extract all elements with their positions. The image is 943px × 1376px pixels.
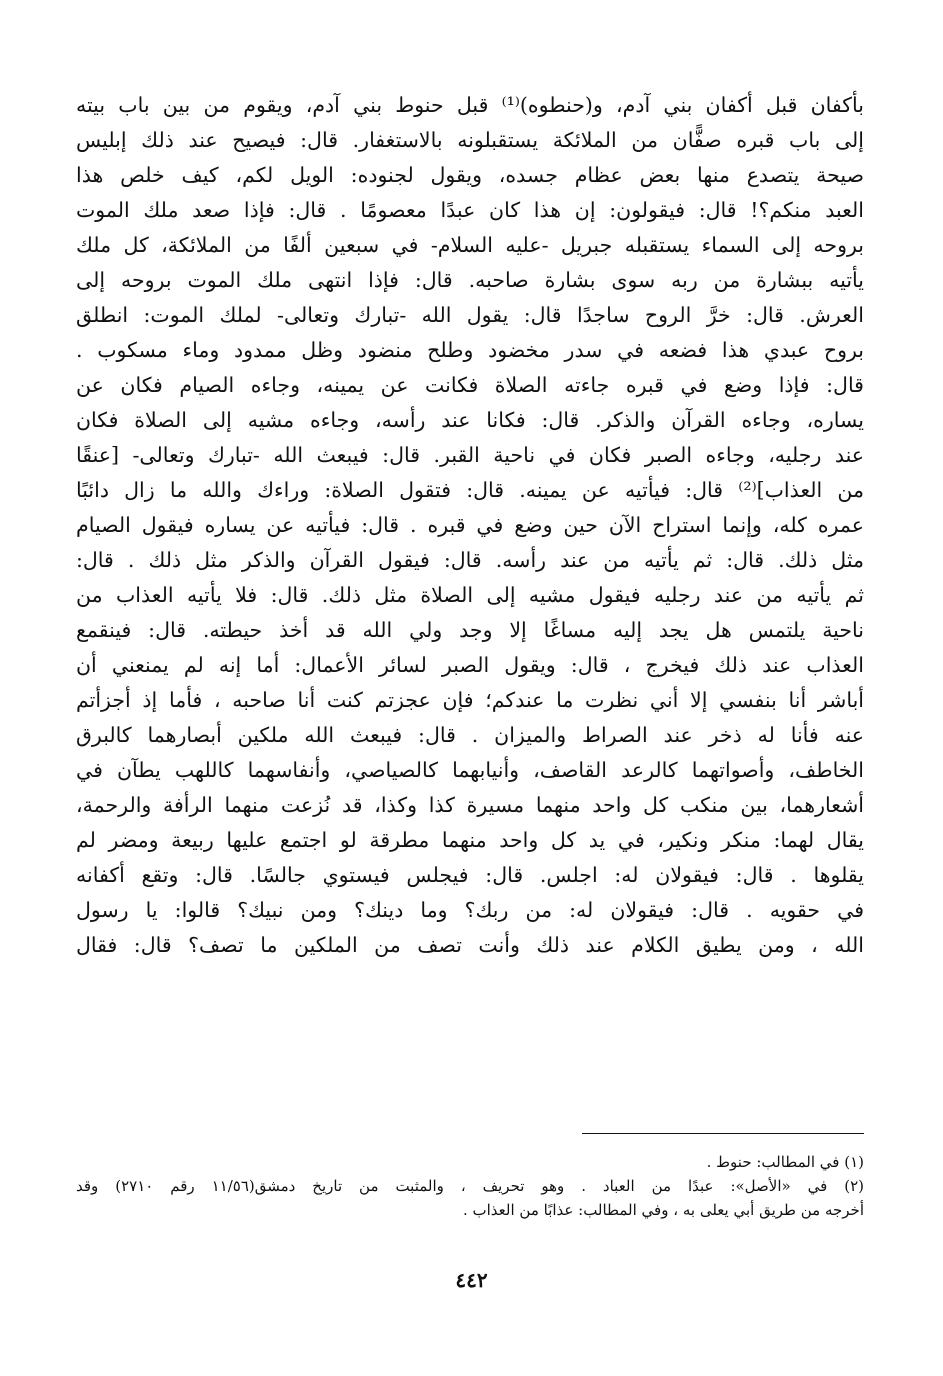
text-line: ناحية يلتمس هل يجد إليه مساغًا إلا وجد ولي الله قد أخذ حيطته. قال: فينقمع: [76, 618, 864, 642]
text-line: يأتيه ببشارة من ربه سوى بشارة صاحبه. قال: فإذا انتهى ملك الموت بروحه إلى: [76, 268, 864, 292]
text-line: مثل ذلك. قال: ثم يأتيه من عند رأسه. قال: فيقول القرآن والذكر مثل ذلك . قال:: [76, 548, 864, 572]
text-line: ثم يأتيه من عند رجليه فيقول مشيه إلى الصلاة مثل ذلك. قال: فلا يأتيه العذاب من: [76, 583, 864, 607]
text-line: أباشر أنا بنفسي إلا أني نظرت ما عندكم؛ فإن عجزتم كنت أنا صاحبه ، فأما إذ أجزأتم: [76, 688, 864, 712]
text-line: صيحة يتصدع منها بعض عظام جسده، ويقول لجنوده: الويل لكم، كيف خلص هذا: [76, 163, 864, 187]
text-line: أشعارهما، بين منكب كل واحد منهما مسيرة كذا وكذا، قد نُزعت منهما الرأفة والرحمة،: [76, 793, 864, 817]
text-line: إلى باب قبره صفًّان من الملائكة يستقبلونه بالاستغفار. قال: فيصيح عند ذلك إبليس: [76, 128, 864, 152]
text-line: الخاطف، وأصواتهما كالرعد القاصف، وأنيابهما كالصياصي، وأنفاسهما كاللهب يطآن في: [76, 758, 864, 782]
text-line: عمره كله، وإنما استراح الآن حين وضع في قبره . قال: فيأتيه عن يساره فيقول الصيام: [76, 513, 864, 537]
footnote-2-line-2: أخرجه من طريق أبي يعلى به ، وفي المطالب: عذابًا من العذاب .: [462, 1201, 864, 1219]
text-line: من العذاب]⁽²⁾ قال: فيأتيه عن يمينه. قال: فتقول الصلاة: وراءك والله ما زال دائبًا: [76, 478, 864, 502]
text-line: في حقويه . قال: فيقولان له: من ربك؟ وما دينك؟ ومن نبيك؟ قالوا: يا رسول: [76, 898, 864, 922]
text-line: يقال لهما: منكر ونكير، في يد كل واحد منهما مطرقة لو اجتمع عليها ربيعة ومضر لم: [76, 828, 864, 852]
text-line: بروح عبدي هذا فضعه في سدر مخضود وطلح منضود وظل ممدود وماء مسكوب .: [76, 338, 864, 362]
text-line: بروحه إلى السماء يستقبله جبريل -عليه السلام- في سبعين ألفًا من الملائكة، كل ملك: [76, 233, 864, 257]
footnotes: [76, 1150, 864, 1222]
footnote-2-line-1: (٢) في «الأصل»: عبدًا من العباد . وهو تحريف ، والمثبت من تاريخ دمشق(١١/٥٦ رقم ٢٧١٠) وقد: [76, 1177, 864, 1195]
page-number: ٤٤٢: [455, 1268, 488, 1292]
footnote-1: (١) في المطالب: حنوط .: [706, 1153, 864, 1171]
text-line: عنه فأنا له ذخر عند الصراط والميزان . قال: فيبعث الله ملكين أبصارهما كالبرق: [76, 723, 864, 747]
text-line: العرش. قال: خرَّ الروح ساجدًا قال: يقول الله -تبارك وتعالى- لملك الموت: انطلق: [76, 303, 864, 327]
footnote-separator: [582, 1133, 864, 1134]
text-line: العبد منكم؟! قال: فيقولون: إن هذا كان عبدًا معصومًا . قال: فإذا صعد ملك الموت: [76, 198, 864, 222]
text-line: يقلوها . قال: فيقولان له: اجلس. قال: فيجلس فيستوي جالسًا. قال: وتقع أكفانه: [76, 863, 864, 887]
main-text-body: [76, 88, 864, 963]
text-line: قال: فإذا وضع في قبره جاءته الصلاة فكانت عن يمينه، وجاءه الصيام فكان عن: [76, 373, 864, 397]
text-line: الله ، ومن يطيق الكلام عند ذلك وأنت تصف من الملكين ما تصف؟ قال: فقال: [76, 933, 864, 957]
text-line: العذاب عند ذلك فيخرج ، قال: ويقول الصبر لسائر الأعمال: أما إنه لم يمنعني أن: [76, 653, 864, 677]
text-line: عند رجليه، وجاءه الصبر فكان في ناحية القبر. قال: فيبعث الله -تبارك وتعالى- [عنقًا: [76, 443, 864, 467]
text-line: بأكفان قبل أكفان بني آدم، و(حنطوه)⁽¹⁾ قبل حنوط بني آدم، ويقوم من بين باب بيته: [76, 93, 864, 117]
text-line: يساره، وجاءه القرآن والذكر. قال: فكانا عند رأسه، وجاءه مشيه إلى الصلاة فكان: [76, 408, 864, 432]
